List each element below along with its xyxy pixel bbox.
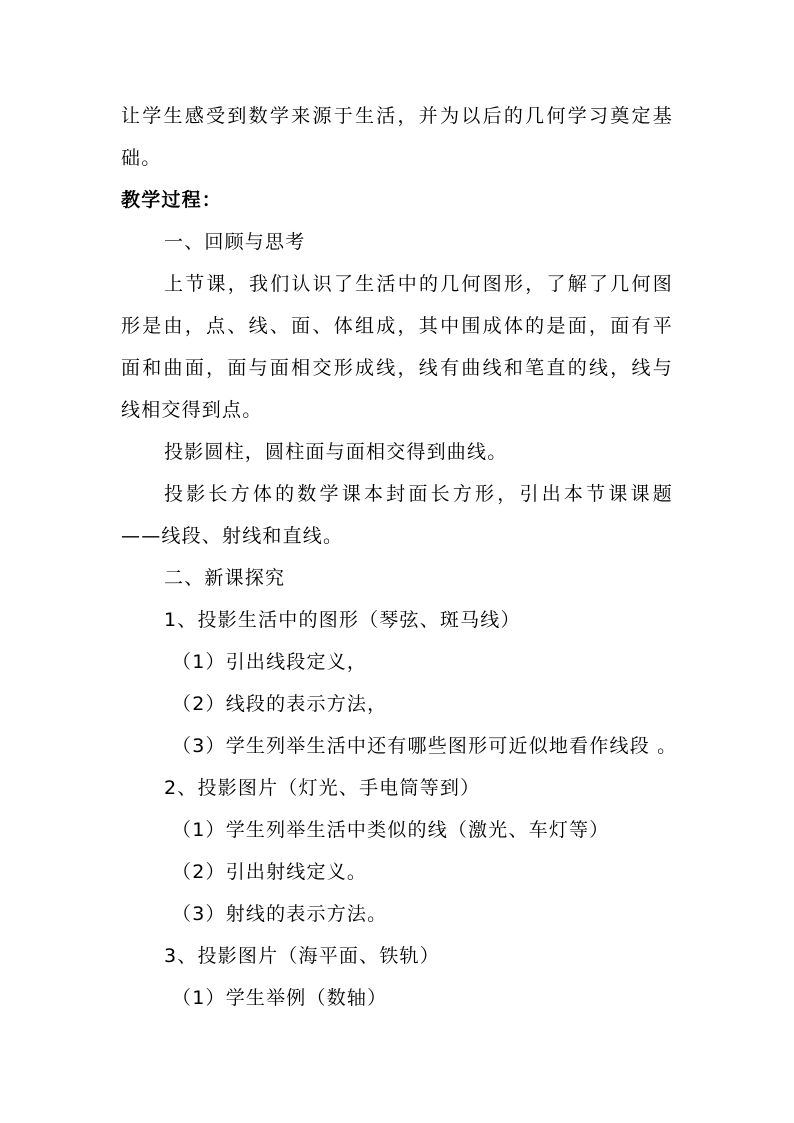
intro-paragraph-line-1: 让学生感受到数学来源于生活，并为以后的几何学习奠定基 (121, 105, 673, 127)
item-2-sub-3: （3）射线的表示方法。 (172, 903, 388, 925)
item-3-title: 3、投影图片（海平面、铁轨） (164, 945, 440, 967)
section-2-title: 二、新课探究 (164, 567, 286, 589)
item-2-sub-2: （2）引出射线定义。 (172, 861, 368, 883)
item-2-sub-1: （1）学生列举生活中类似的线（激光、车灯等） (172, 819, 610, 841)
projection-cylinder-paragraph: 投影圆柱，圆柱面与面相交得到曲线。 (164, 441, 508, 463)
item-2-title: 2、投影图片（灯光、手电筒等到） (164, 777, 481, 799)
review-paragraph-line-3: 面和曲面，面与面相交形成线，线有曲线和笔直的线，线与 (121, 357, 673, 379)
review-paragraph-line-4: 线相交得到点。 (121, 399, 263, 421)
projection-cuboid-line-1: 投影长方体的数学课本封面长方形，引出本节课课题 (164, 483, 673, 505)
intro-paragraph-line-2: 础。 (121, 147, 162, 169)
item-1-sub-3: （3）学生列举生活中还有哪些图形可近似地看作线段 。 (172, 735, 678, 757)
teaching-process-heading: 教学过程： (121, 189, 223, 211)
review-paragraph-line-2: 形是由，点、线、面、体组成，其中围成体的是面，面有平 (121, 315, 673, 337)
item-1-sub-2: （2）线段的表示方法， (172, 693, 388, 715)
section-1-title: 一、回顾与思考 (164, 231, 306, 253)
item-1-sub-1: （1）引出线段定义， (172, 651, 368, 673)
item-3-sub-1: （1）学生举例（数轴） (172, 987, 388, 1009)
item-1-title: 1、投影生活中的图形（琴弦、斑马线） (164, 609, 521, 631)
review-paragraph-line-1: 上节课，我们认识了生活中的几何图形，了解了几何图 (164, 273, 673, 295)
projection-cuboid-line-2: ——线段、射线和直线。 (121, 525, 344, 547)
